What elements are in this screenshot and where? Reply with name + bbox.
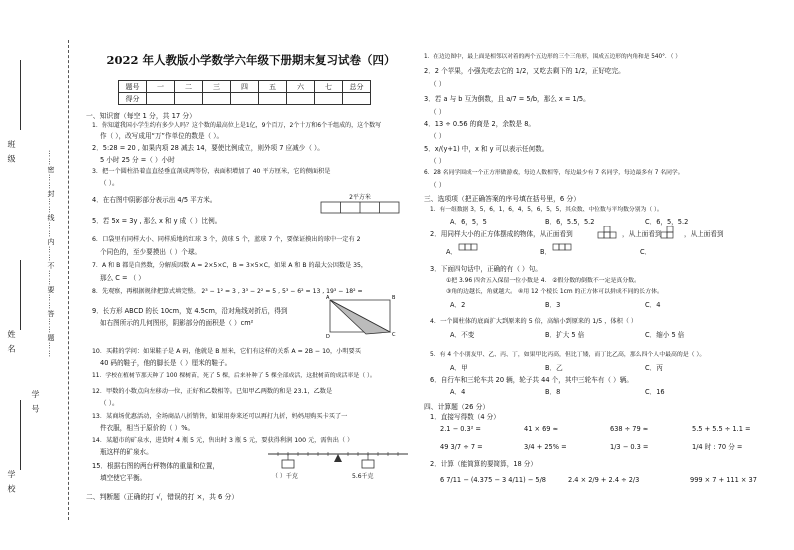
choice-q6: 6．自行车和三轮车共 20 辆，轮子共 44 个，其中三轮车有（ ）辆。 [430, 376, 633, 384]
question-l3b: （ ）。 [100, 179, 119, 187]
question-l1b: 作（ ），改写成用“万”作单位的数是（ ）。 [100, 132, 224, 140]
choice-q3: 3．下面四句话中，正确的有（ ）句。 [430, 265, 542, 273]
score-cell: 四 [231, 81, 259, 93]
cube-front-view [597, 226, 623, 240]
calc-item: 41 × 69 ≈ [524, 425, 559, 433]
score-cell: 总分 [343, 81, 371, 93]
choice-q2-b: B． [540, 248, 552, 256]
calc-expression: 999 × 7 + 111 × 37 [690, 476, 757, 484]
tf-q1: 1．在边边图中，最上面是相邻以对着的两个五边形的三个三角形，围成五边形的内角和是 540°．（ ） [424, 54, 681, 60]
school-blank[interactable] [20, 400, 21, 470]
seal-note: ……密……封……线……内……不……要……答……题…… [47, 150, 55, 358]
score-cell: 六 [287, 81, 315, 93]
cube-top-view [660, 226, 682, 240]
choice-q2-c: C． [640, 248, 652, 256]
choice-q3-c: C．4 [645, 301, 661, 309]
score-input[interactable] [287, 93, 315, 105]
choice-q6-b: B．8 [545, 388, 561, 396]
question-l10: 10．买鞋的学问：如果鞋子是 A 码，他就是 B 厘米，它们有这样的关系 A = 2B − 10，小明要买 [92, 348, 361, 355]
tf-q4: 4．13 ÷ 0.56 的商是 2，余数是 8。 [424, 120, 536, 128]
svg-text:B: B [392, 295, 396, 301]
question-l15: 15．根据右图的两台秤物体的重量和位置， [92, 462, 220, 470]
section-3-heading: 三、选项项（把正确答案的序号填在括号里，6 分） [424, 195, 581, 203]
calc-expression: 6 7/11 − (4.375 − 3 4/11) − 5/8 [440, 476, 546, 484]
calc-item: 638 ÷ 79 ≈ [610, 425, 649, 433]
score-input[interactable] [147, 93, 175, 105]
question-l3: 3．把一个圆柱沿着直直径垂直剖成两等份，表面积增加了 40 平方厘米，它的侧面积是 [92, 168, 331, 175]
question-l14: 14．某超市的矿泉水，进货时 4 瓶 5 元，售出时 3 瓶 5 元，要获得利润 100 元，需售出（ ） [92, 437, 354, 444]
binding-label-school: 学 校 [7, 470, 16, 495]
calc-item: 49 3/7 ÷ 7 = [440, 443, 483, 451]
choice-q3-a: A．2 [450, 301, 466, 309]
area-figure-grid [320, 200, 402, 216]
section-1-heading: 一、知识窗（每空 1 分，共 17 分） [86, 112, 196, 120]
calc-q2: 2．计算（能简算的要简算，18 分） [430, 460, 537, 468]
choice-q4-c: C．缩小 5 倍 [645, 331, 685, 339]
svg-text:A: A [326, 295, 330, 301]
binding-label-name: 姓 名 [7, 330, 16, 355]
score-input[interactable] [231, 93, 259, 105]
seal-line [68, 40, 69, 520]
area-figure-label: 2平方米 [349, 194, 371, 201]
scale-right-label: 5.6千克 [352, 473, 374, 480]
choice-q2-mid: ，从上面看到 [622, 230, 662, 238]
tf-q5: 5．x/(y+1) 中，x 和 y 可以表示任何数。 [424, 145, 549, 153]
choice-q1-c: C．6，5，5.2 [645, 218, 689, 226]
question-l6b: 个同色的，至少要摸出（ ）个球。 [100, 248, 202, 256]
class-blank[interactable] [20, 60, 21, 130]
section-4-heading: 四、计算题（26 分） [424, 403, 490, 411]
choice-q1: 1．有一组数据 3，5，6，1，6，4，5，6，5，5，其众数、中位数与平均数分别为（ ）。 [430, 207, 663, 213]
name-blank[interactable] [20, 260, 21, 330]
scale-left-label: （ ）千克 [272, 473, 298, 480]
calc-item: 2.1 − 0.3² = [440, 425, 481, 433]
choice-q3-items1: ①把 3.96 四舍五入保留一位小数是 4． ②假分数的倒数不一定是真分数。 [446, 278, 640, 284]
tf-q6-paren: （ ） [430, 181, 446, 189]
choice-q4: 4．一个圆柱体的底面扩大到原来的 5 倍，高缩小到原来的 1/5 ，体积（ ） [430, 318, 638, 325]
binding-label-number: 学 号 [31, 390, 40, 415]
question-l9: 9．长方形 ABCD 的长 10cm，宽 4.5cm，沿对角线对折后，得到 [92, 307, 288, 315]
choice-q4-b: B．扩大 5 倍 [545, 331, 585, 339]
calc-item: 1/3 − 0.3 = [610, 443, 649, 451]
binding-strip [0, 0, 80, 550]
question-l7b: 那么 C = （ ） [100, 274, 145, 282]
svg-text:D: D [326, 334, 330, 338]
choice-q3-items2: ③角的边越长，角就越大。 ④用 12 个棱长 1cm 的正方体可以拼成不同的长方体。 [446, 289, 663, 295]
folded-rectangle-figure [326, 292, 406, 338]
svg-text:C: C [392, 332, 396, 338]
choice-q1-a: A．6，5，5 [450, 218, 487, 226]
tf-q6: 6．28 名同学围成一个正方形做游戏，每边人数相等，每边最少有 7 名同学，每边最多有 7 名同学。 [424, 170, 684, 176]
tf-q5-paren: （ ） [430, 157, 446, 165]
tf-q2: 2．2 个苹果，小强先吃去它的 1/2，又吃去剩下的 1/2，正好吃完。 [424, 67, 625, 75]
question-l13: 13．某商场优惠活动，全场商品八折销售，如果用券来还可以再打九折，妈妈用购买卡买了一 [92, 413, 348, 420]
choice-q6-c: C．16 [645, 388, 665, 396]
calc-expression: 2.4 × 2/9 + 2.4 ÷ 2/3 [568, 476, 640, 484]
question-l10b: 40 码的鞋子，他的脚长是（ ）厘米的鞋子。 [100, 359, 232, 367]
question-l11: 11．学校在植树节那天种了 100 棵树苗，死了 5 棵，后来补种了 5 棵全部成活，这批树苗的成活率是（ ）。 [92, 373, 376, 379]
calc-item: 3/4 + 25% = [524, 443, 567, 451]
question-l12b: （ ）。 [100, 399, 119, 407]
question-l12: 12．甲数的小数点向左移动一位，正好和乙数相等。已知甲乙两数的和是 23.1，乙数是 [92, 388, 333, 395]
question-l7: 7．A 和 B 都是自然数，分解质因数 A = 2×5×C，B = 3×5×C，如果 A 和 B 的最大公因数是 35， [92, 262, 367, 269]
question-l14b: 瓶这样的矿泉水。 [100, 448, 153, 456]
tf-q3: 3．若 a 与 b 互为倒数，且 a/7 = 5/b，那么 x = 1/5。 [424, 95, 590, 103]
choice-q2: 2．用同样大小的正方体摆成的物体，从正面看到 [430, 230, 573, 238]
choice-q1-b: B．6，5.5，5.2 [545, 218, 595, 226]
score-input[interactable] [259, 93, 287, 105]
binding-label-class: 班 级 [7, 140, 16, 165]
score-header-row [119, 81, 371, 93]
question-l5: 5．若 5x = 3y , 那么 x 和 y 成（ ）比例。 [92, 217, 222, 225]
calc-item: 5.5 + 5.5 ÷ 1.1 = [692, 425, 751, 433]
score-cell: 一 [147, 81, 175, 93]
score-cell: 题号 [119, 81, 147, 93]
tf-q4-paren: （ ） [430, 132, 446, 140]
score-cell: 三 [203, 81, 231, 93]
tf-q3-paren: （ ） [430, 108, 446, 116]
choice-q5-c: C．丙 [645, 364, 663, 372]
question-l8: 8．先观察，再根据规律把算式填完整。 2³ − 1² = 3 , 3³ − 2² = 5 , 5³ − 6² = 13 , 19³ − 18² = [92, 288, 363, 295]
score-table [118, 80, 371, 105]
choice-q3-b: B．3 [545, 301, 561, 309]
question-l6: 6．口袋里有同样大小、同样质地的红球 3 个，黄球 5 个，蓝球 7 个，要保证摸出的球中一定有 2 [92, 236, 361, 243]
question-l2b: 5 小时 25 分 =（ ）小时 [100, 156, 175, 164]
score-cell: 二 [175, 81, 203, 93]
score-label: 得分 [119, 93, 147, 105]
option-b-figure [552, 242, 576, 252]
choice-q2-end: ，从上面看到 [684, 230, 724, 238]
choice-q5: 5．有 4 个小朋友甲、乙、丙、丁，如果甲比丙高，但比丁矮，而丁比乙高，那么四个人中最高的是（ ）。 [430, 352, 706, 358]
score-cell: 七 [315, 81, 343, 93]
score-value-row [119, 93, 371, 105]
question-l13b: 件衣服，相当于原价的（ ）%。 [100, 424, 195, 432]
question-l4: 4．在右图中阴影部分表示出 4/5 平方米。 [92, 196, 217, 204]
choice-q5-b: B．乙 [545, 364, 563, 372]
tf-q2-paren: （ ） [430, 80, 446, 88]
score-cell: 五 [259, 81, 287, 93]
question-l2: 2．5:28 = 20 , 如果内项 28 减去 14，要使比例成立，则外项 7 应减少（ ）。 [92, 144, 324, 152]
score-input[interactable] [315, 93, 343, 105]
option-a-figure [458, 242, 482, 252]
choice-q6-a: A．4 [450, 388, 466, 396]
exam-title: 2022 年人教版小学数学六年级下册期末复习试卷（四） [106, 53, 396, 67]
score-input[interactable] [203, 93, 231, 105]
calc-q1: 1．直接写得数（4 分） [430, 413, 500, 421]
question-l15b: 填空使它平衡。 [100, 474, 147, 482]
choice-q2-a: A． [446, 248, 458, 256]
choice-q5-a: A．甲 [450, 364, 468, 372]
score-input[interactable] [175, 93, 203, 105]
question-l9b: 如右图所示的几何图形，阴影部分的面积是（ ）cm² [100, 319, 254, 327]
area-figure [320, 194, 402, 220]
choice-q4-a: A．不变 [450, 331, 475, 339]
question-l1: 1．你知道我国小学生约有多少人吗？这个数的最高位上是1亿，9个百万，2个十万和6个千组成的，这个数写 [92, 122, 382, 129]
score-input[interactable] [343, 93, 371, 105]
calc-item: 1/4 时 : 70 分 = [692, 443, 743, 451]
section-2-heading: 二、判断题（正确的打 √，错误的打 ×，共 6 分） [86, 493, 239, 501]
